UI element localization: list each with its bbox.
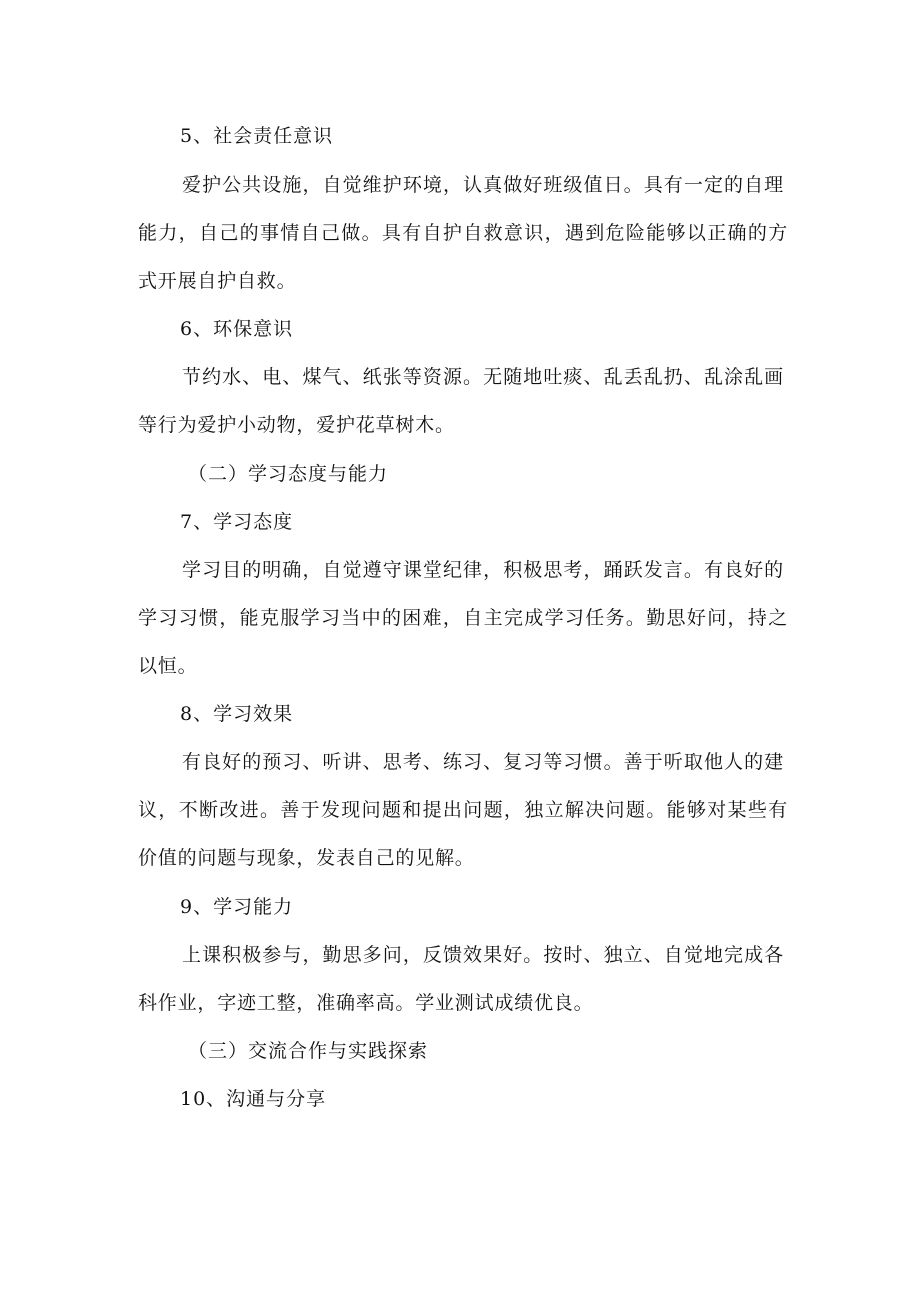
heading-learning-attitude: 7、学习态度 [180,511,294,533]
paragraph-line: 等行为爱护小动物，爱护花草树木。 [138,414,455,436]
heading-learning-results: 8、学习效果 [180,703,294,725]
heading-social-responsibility: 5、社会责任意识 [180,125,334,147]
paragraph-line: 上课积极参与，勤思多问，反馈效果好。按时、独立、自觉地完成各 [182,944,784,966]
heading-learning-ability: 9、学习能力 [180,896,294,918]
paragraph-line: 学习目的明确，自觉遵守课堂纪律，积极思考，踊跃发言。有良好的 [182,559,784,581]
heading-environmental-awareness: 6、环保意识 [180,318,294,340]
paragraph-line: 议，不断改进。善于发现问题和提出问题，独立解决问题。能够对某些有 [138,799,788,821]
paragraph-line: 学习习惯，能克服学习当中的困难，自主完成学习任务。勤思好问，持之 [138,607,788,629]
paragraph-line: 能力，自己的事情自己做。具有自护自救意识，遇到危险能够以正确的方 [138,222,788,244]
heading-communication-sharing: 10、沟通与分享 [180,1088,327,1110]
paragraph-line: 价值的问题与现象，发表自己的见解。 [138,847,475,869]
paragraph-line: 式开展自护自救。 [138,270,297,292]
paragraph-line: 爱护公共设施，自觉维护环境，认真做好班级值日。具有一定的自理 [182,174,784,196]
paragraph-line: 以恒。 [138,655,198,677]
section-heading-learning: （二）学习态度与能力 [188,463,389,485]
section-heading-communication: （三）交流合作与实践探索 [188,1040,429,1062]
paragraph-line: 科作业，字迹工整，准确率高。学业测试成绩优良。 [138,992,594,1014]
paragraph-line: 有良好的预习、听讲、思考、练习、复习等习惯。善于听取他人的建 [182,751,784,773]
paragraph-line: 节约水、电、煤气、纸张等资源。无随地吐痰、乱丢乱扔、乱涂乱画 [182,366,784,388]
